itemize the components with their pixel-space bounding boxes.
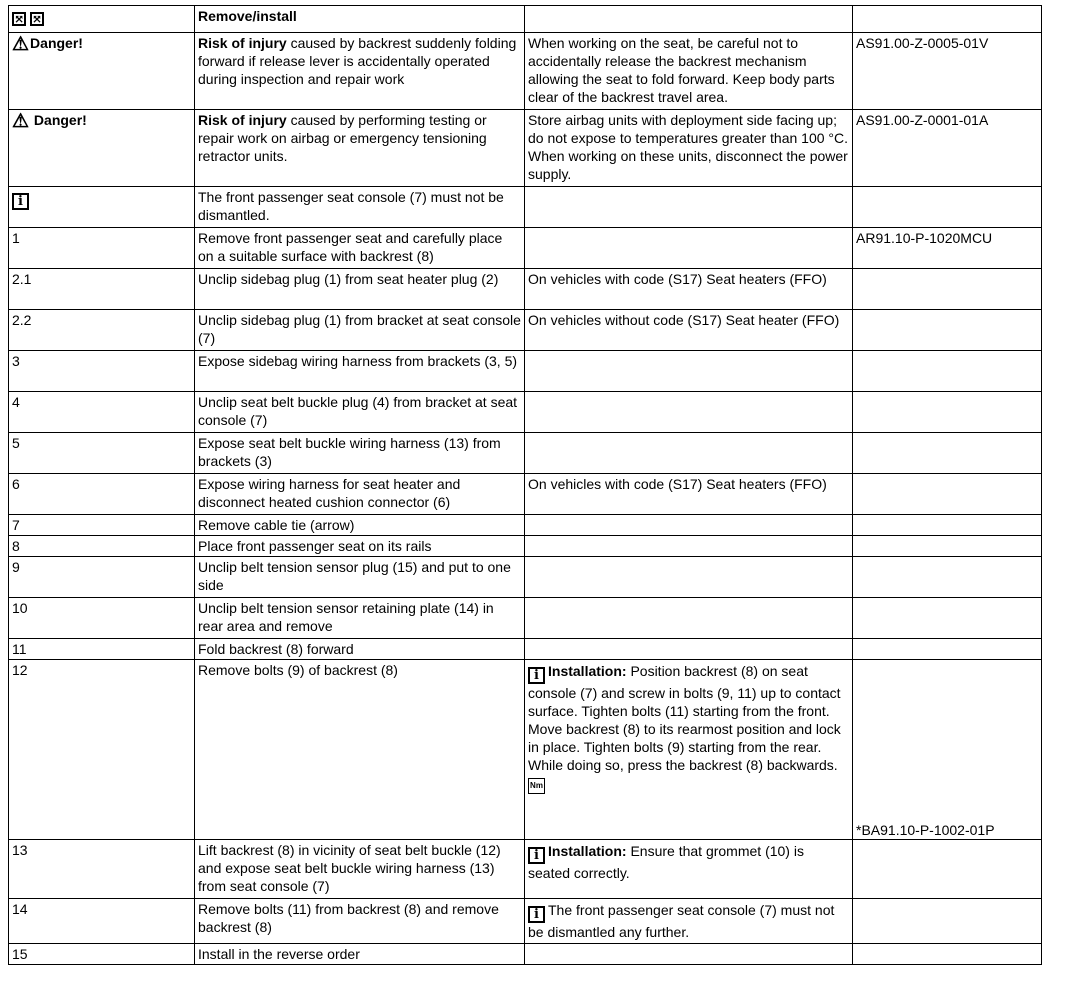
info-icon: i [528, 847, 545, 864]
danger-label: Danger! [30, 112, 87, 128]
step-row [9, 351, 1042, 392]
step-note [525, 598, 853, 639]
step-ref [853, 310, 1042, 351]
step-row [9, 310, 1042, 351]
step-row [9, 557, 1042, 598]
step-ref [853, 515, 1042, 536]
installation-text: Position backrest (8) on seat console (7) and screw in bolts (9, 11) up to contact surface. Tighten bolts (11) starting from the front. Move backrest (8) to its rearmost position and lock in place. Tighten bolts (9) starting from the rear. While doing so, press the backrest (8) backwards. [528, 663, 841, 773]
step-action: Unclip sidebag plug (1) from bracket at seat console (7) [195, 310, 525, 351]
step-row [9, 433, 1042, 474]
header-empty-cell [525, 6, 853, 33]
step-number: 12 [9, 660, 195, 840]
danger-row [9, 110, 1042, 187]
step-number: 13 [9, 840, 195, 899]
info-icon: i [528, 667, 545, 684]
step-action: Unclip seat belt buckle plug (4) from bracket at seat console (7) [195, 392, 525, 433]
step-action: Lift backrest (8) in vicinity of seat belt buckle (12) and expose seat belt buckle wiring harness (13) from seat console (7) [195, 840, 525, 899]
step-action: Expose sidebag wiring harness from brackets (3, 5) [195, 351, 525, 392]
installation-text: Ensure that grommet (10) is seated correctly. [528, 843, 804, 881]
step-number: 8 [9, 536, 195, 557]
step-number: 1 [9, 228, 195, 269]
step-note [525, 944, 853, 965]
step-row [9, 639, 1042, 660]
step-note [525, 228, 853, 269]
torque-nm-icon[interactable]: Nm [528, 778, 545, 794]
step-action: Remove bolts (9) of backrest (8) [195, 660, 525, 840]
step-action: Unclip belt tension sensor retaining plate (14) in rear area and remove [195, 598, 525, 639]
step-row [9, 474, 1042, 515]
step-number: 6 [9, 474, 195, 515]
step-row [9, 228, 1042, 269]
step-row [9, 269, 1042, 310]
step-action: Expose wiring harness for seat heater and disconnect heated cushion connector (6) [195, 474, 525, 515]
danger-risk-cell [195, 33, 525, 110]
remove-icon: ⤧ [14, 12, 25, 26]
warning-triangle-icon: ⚠ [12, 111, 30, 132]
step-action: Remove bolts (11) from backrest (8) and remove backrest (8) [195, 899, 525, 944]
info-icon: i [528, 906, 545, 923]
step-number: 4 [9, 392, 195, 433]
danger-label: Danger! [30, 35, 83, 51]
step-row [9, 840, 1042, 899]
step-note: On vehicles with code (S17) Seat heaters (FFO) [525, 269, 853, 310]
step-ref [853, 392, 1042, 433]
step-ref [853, 474, 1042, 515]
step-number: 3 [9, 351, 195, 392]
step-note [525, 639, 853, 660]
header-row [9, 6, 1042, 33]
danger-risk-title: Risk of injury [198, 112, 287, 128]
step-note [525, 515, 853, 536]
step-note: On vehicles without code (S17) Seat heater (FFO) [525, 310, 853, 351]
danger-ref-link[interactable]: AS91.00-Z-0005-01V [853, 33, 1042, 110]
note-row [9, 187, 1042, 228]
step-action: Unclip belt tension sensor plug (15) and put to one side [195, 557, 525, 598]
step-ref [853, 899, 1042, 944]
torque-ref-link[interactable]: *BA91.10-P-1002-01P [856, 822, 995, 838]
danger-label-cell [9, 33, 195, 110]
step-row [9, 515, 1042, 536]
step-number: 2.2 [9, 310, 195, 351]
danger-risk-text: caused by performing testing or repair work on airbag or emergency tensioning retractor units. [198, 112, 487, 164]
step-row [9, 944, 1042, 965]
note-text: The front passenger seat console (7) must not be dismantled. [195, 187, 525, 228]
danger-ref-link[interactable]: AS91.00-Z-0001-01A [853, 110, 1042, 187]
header-icons-cell [9, 6, 195, 33]
install-icon: ⤧ [31, 12, 42, 26]
danger-risk-text: caused by backrest suddenly folding forward if release lever is accidentally operated during inspection and repair work [198, 35, 517, 87]
step-note [525, 557, 853, 598]
step-action: Fold backrest (8) forward [195, 639, 525, 660]
step-number: 10 [9, 598, 195, 639]
step-ref [853, 433, 1042, 474]
warning-triangle-icon: ⚠ [12, 34, 30, 55]
step-action: Place front passenger seat on its rails [195, 536, 525, 557]
step-ref [853, 269, 1042, 310]
danger-risk-title: Risk of injury [198, 35, 287, 51]
step-row [9, 598, 1042, 639]
procedure-table [8, 5, 1042, 965]
note-icon-cell [9, 187, 195, 228]
step-note: On vehicles with code (S17) Seat heaters (FFO) [525, 474, 853, 515]
step-ref-link[interactable]: AR91.10-P-1020MCU [853, 228, 1042, 269]
note-empty-cell [525, 187, 853, 228]
step-note [525, 392, 853, 433]
step-ref [853, 598, 1042, 639]
step-row [9, 899, 1042, 944]
step-action: Expose seat belt buckle wiring harness (13) from brackets (3) [195, 433, 525, 474]
header-title: Remove/install [195, 6, 525, 33]
step-ref-cell [853, 660, 1042, 840]
step-action: Remove front passenger seat and carefully place on a suitable surface with backrest (8) [195, 228, 525, 269]
step-action: Unclip sidebag plug (1) from seat heater plug (2) [195, 269, 525, 310]
step-ref [853, 639, 1042, 660]
step-note [525, 351, 853, 392]
step-row [9, 536, 1042, 557]
step-action: Remove cable tie (arrow) [195, 515, 525, 536]
step-ref [853, 557, 1042, 598]
step-number: 5 [9, 433, 195, 474]
step-number: 15 [9, 944, 195, 965]
step-note [525, 433, 853, 474]
danger-remedy: Store airbag units with deployment side facing up; do not expose to temperatures greater than 100 °C. When working on these units, disconnect the power supply. [525, 110, 853, 187]
note-text: The front passenger seat console (7) must not be dismantled any further. [528, 902, 835, 940]
step-number: 9 [9, 557, 195, 598]
step-row [9, 660, 1042, 840]
installation-label: Installation: [548, 663, 627, 679]
step-ref [853, 536, 1042, 557]
step-action: Install in the reverse order [195, 944, 525, 965]
step-row [9, 392, 1042, 433]
step-ref [853, 840, 1042, 899]
danger-risk-cell [195, 110, 525, 187]
step-number: 2.1 [9, 269, 195, 310]
step-ref [853, 351, 1042, 392]
danger-row [9, 33, 1042, 110]
header-empty-cell [853, 6, 1042, 33]
info-icon: i [12, 193, 29, 210]
installation-label: Installation: [548, 843, 627, 859]
step-note [525, 899, 853, 944]
danger-label-cell [9, 110, 195, 187]
step-ref [853, 944, 1042, 965]
danger-remedy: When working on the seat, be careful not to accidentally release the backrest mechanism allowing the seat to fold forward. Keep body parts clear of the backrest travel area. [525, 33, 853, 110]
step-install-note [525, 660, 853, 840]
step-note [525, 536, 853, 557]
step-number: 14 [9, 899, 195, 944]
note-empty-cell [853, 187, 1042, 228]
step-number: 7 [9, 515, 195, 536]
step-install-note [525, 840, 853, 899]
step-number: 11 [9, 639, 195, 660]
